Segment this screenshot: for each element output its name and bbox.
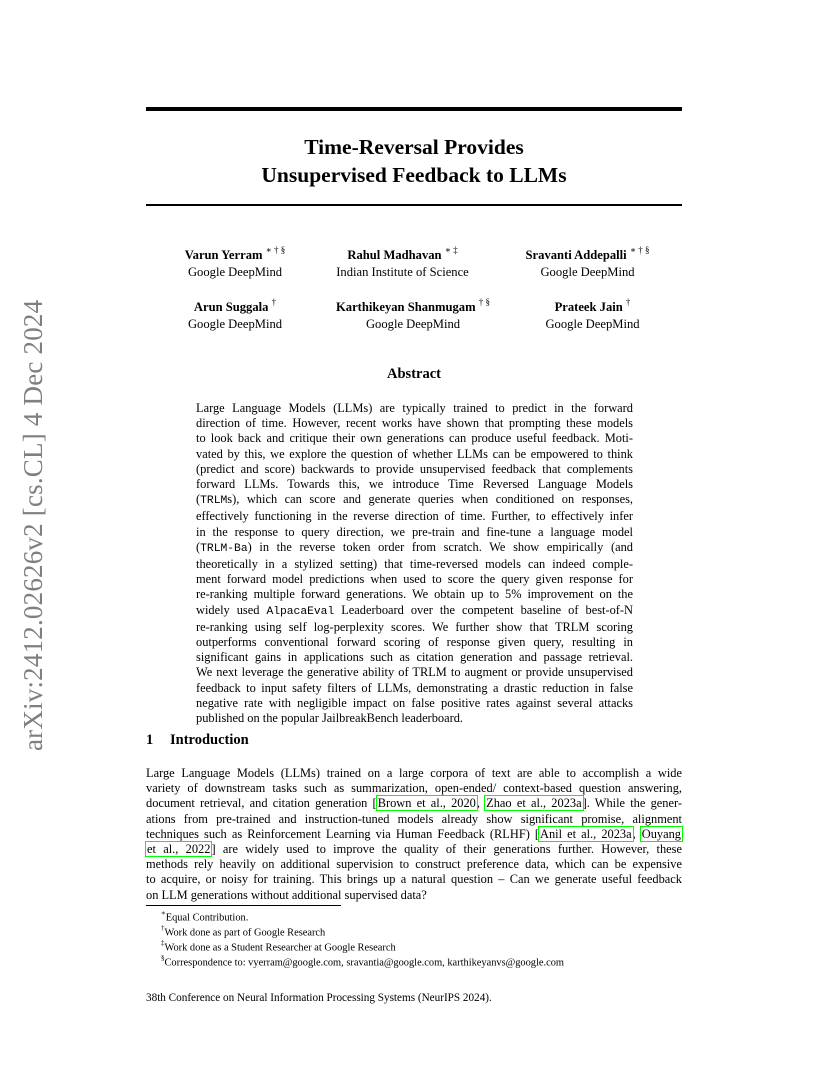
intro-line: variety of downstream tasks such as summarization, open-ended/ context-based question answering, <box>146 781 682 796</box>
intro-text: ]. While the gener- <box>582 796 682 811</box>
abstract-heading: Abstract <box>387 366 441 382</box>
author-name: Rahul Madhavan <box>347 248 442 263</box>
abstract-line: effectively functioning in the reverse direction of time. Further, to effectively infer <box>196 509 633 524</box>
abstract-line <box>196 540 633 557</box>
abstract-body <box>196 401 633 726</box>
title-line-1: Time-Reversal Provides <box>304 135 524 159</box>
code-term: TRLM <box>200 495 228 508</box>
abstract-line: to look back and critique their own generations can produce useful feedback. Moti- <box>196 431 633 446</box>
citation-link[interactable]: Ouyang <box>641 826 681 841</box>
abstract-line: direction of time. However, recent works have shown that prompting these models <box>196 416 633 431</box>
citation-link[interactable]: et al., 2022 <box>147 842 211 857</box>
section-title: Introduction <box>170 732 249 748</box>
author-3 <box>505 243 670 281</box>
author-marks: † § <box>478 297 490 307</box>
abstract-line: We next leverage the generative ability of TRLM to augment or provide unsupervised <box>196 665 633 680</box>
author-marks: ∗ † § <box>265 245 286 255</box>
intro-text: , <box>632 826 641 841</box>
abstract-line: feedback to input safety filters of LLMs, demonstrating a drastic reduction in false <box>196 680 633 695</box>
author-name: Prateek Jain <box>554 300 623 315</box>
author-marks: ∗ † § <box>629 245 650 255</box>
section-heading <box>146 731 249 749</box>
intro-line: Large Language Models (LLMs) trained on a large corpora of text are able to accomplish a wide <box>146 766 682 780</box>
author-marks: † <box>271 297 277 307</box>
section-number: 1 <box>146 732 154 748</box>
code-term: TRLM-Ba <box>200 542 248 555</box>
abstract-line: (predict and score) backwards to provide unsupervised feedback that complements <box>196 461 633 476</box>
footnote-rule <box>146 905 341 906</box>
author-name: Varun Yerram <box>184 248 263 263</box>
abstract-line <box>196 603 633 620</box>
author-affiliation: Google DeepMind <box>540 265 635 280</box>
author-1 <box>160 243 310 281</box>
abstract-text: ( <box>196 492 201 507</box>
intro-text: techniques such as Reinforcement Learning via Human Feedback (RLHF) [ <box>146 826 540 841</box>
abstract-line: in the response to query direction, we pre-train and fine-tune a language model <box>196 524 633 539</box>
intro-line: ations from pre-trained and instruction-tuned models already show significant promise, alignment <box>146 811 682 826</box>
citation-link[interactable]: Brown et al., 2020 <box>377 796 476 811</box>
author-name: Karthikeyan Shanmugam <box>335 300 476 315</box>
abstract-text: s), which can score and generate queries when conditioned on responses, <box>227 492 633 507</box>
footnote-mark: ‡ <box>161 939 165 947</box>
abstract-line: negative rate with negligible impact on false positive rates against several attacks <box>196 695 633 710</box>
author-marks: ∗ ‡ <box>444 245 458 255</box>
abstract-line: significant gains in applications such as citation generation and passage retrieval. <box>196 650 633 665</box>
abstract-line: ment forward model predictions when used to score the query given response for <box>196 572 633 587</box>
introduction-body <box>146 766 682 903</box>
footnote-mark: † <box>161 924 165 932</box>
author-marks: † <box>625 297 631 307</box>
abstract-line: re-ranking multiple forward generations. We obtain up to 5% improvement on the <box>196 587 633 602</box>
author-affiliation: Google DeepMind <box>365 317 461 332</box>
author-6 <box>515 295 670 333</box>
intro-line: methods rely heavily on additional supervision to construct preference data, which can be expensive <box>146 857 682 872</box>
code-term: AlpacaEval <box>266 605 335 618</box>
paper-title <box>146 133 682 189</box>
intro-text: ] are widely used to improve the quality of their generations further. However, these <box>211 842 682 857</box>
author-affiliation: Google DeepMind <box>187 265 283 280</box>
abstract-line: forward LLMs. Towards this, we introduce Time Reversed Language Models <box>196 477 633 492</box>
abstract-text: ) in the reverse token order from scratch. We show empirically (and <box>247 539 633 554</box>
author-name: Sravanti Addepalli <box>525 248 627 263</box>
author-5 <box>318 295 508 333</box>
intro-line <box>146 842 682 857</box>
conference-notice: 38th Conference on Neural Information Processing Systems (NeurIPS 2024). <box>146 992 492 1004</box>
title-top-rule <box>146 107 682 111</box>
footnote-mark: § <box>161 954 165 962</box>
abstract-line: Large Language Models (LLMs) are typically trained to predict in the forward <box>196 401 633 415</box>
intro-line: on LLM generations without additional supervised data? <box>146 887 427 902</box>
author-affiliation: Google DeepMind <box>187 317 283 332</box>
abstract-text: Leaderboard over the competent baseline of best-of-N <box>334 602 633 617</box>
footnote-4 <box>161 952 564 970</box>
abstract-line: vated by this, we explore the question of whether LLMs can be empowered to think <box>196 446 633 461</box>
abstract-line: published on the popular JailbreakBench leaderboard. <box>196 711 463 726</box>
title-line-2: Unsupervised Feedback to LLMs <box>261 163 567 187</box>
title-bottom-rule <box>146 204 682 206</box>
intro-text: , <box>476 796 486 811</box>
footnote-text: Equal Contribution. <box>165 912 249 924</box>
citation-link[interactable]: Anil et al., 2023a <box>540 826 632 841</box>
footnote-text: Work done as a Student Researcher at Google Research <box>164 942 396 954</box>
intro-line: to acquire, or noisy for training. This brings up a natural question – Can we generate useful feedback <box>146 872 682 887</box>
footnote-text: Correspondence to: vyerram@google.com, sravantia@google.com, karthikeyanvs@google.com <box>164 957 564 969</box>
footnote-mark: ∗ <box>161 909 166 917</box>
abstract-line: re-ranking using self log-perplexity scores. We further show that TRLM scoring <box>196 619 633 634</box>
author-affiliation: Google DeepMind <box>545 317 640 332</box>
abstract-text: widely used <box>196 602 267 617</box>
abstract-line <box>196 492 633 509</box>
intro-line <box>146 827 682 842</box>
author-name: Arun Suggala <box>193 300 269 315</box>
abstract-line: outperforms conventional forward scoring of response given query, resulting in <box>196 635 633 650</box>
author-2 <box>320 243 485 281</box>
intro-line <box>146 796 682 811</box>
abstract-text: ( <box>196 539 201 554</box>
citation-link[interactable]: Zhao et al., 2023a <box>486 796 582 811</box>
author-affiliation: Indian Institute of Science <box>336 265 469 280</box>
footnote-text: Work done as part of Google Research <box>164 927 326 939</box>
abstract-line: theoretically in a stylized setting) that time-reversed models can indeed comple- <box>196 557 633 572</box>
arxiv-identifier: arXiv:2412.02626v2 [cs.CL] 4 Dec 2024 <box>18 299 48 751</box>
author-4 <box>160 295 310 333</box>
intro-text: document retrieval, and citation generation [ <box>146 796 377 811</box>
